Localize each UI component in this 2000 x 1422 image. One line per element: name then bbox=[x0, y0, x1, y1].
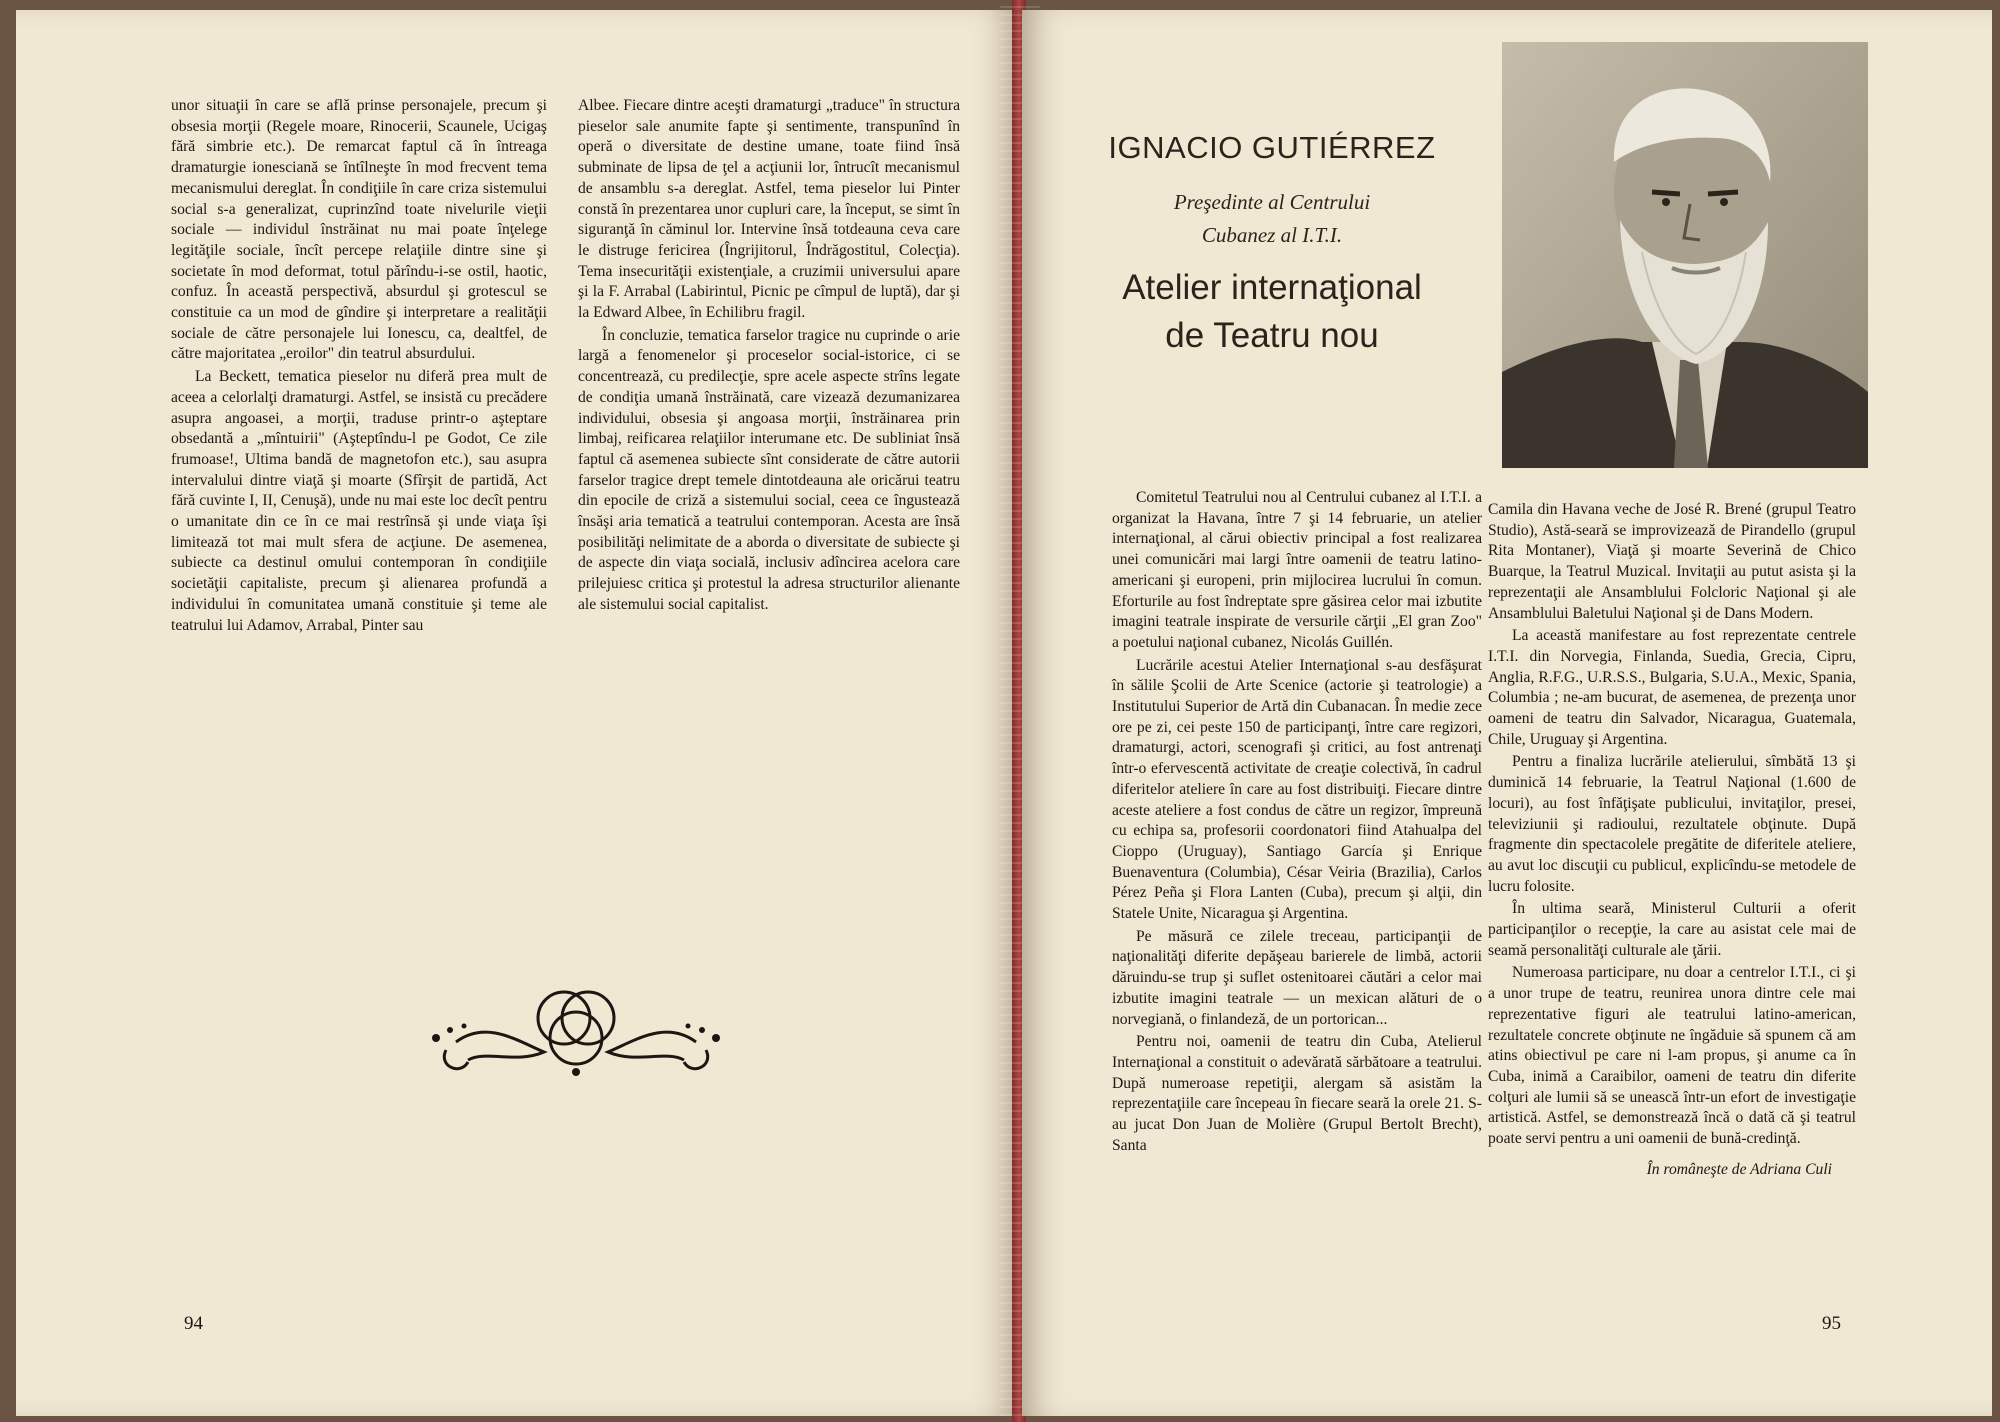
paragraph: Pe măsură ce zilele treceau, participanţii de naţionalităţi diferite depăşeau barierele de limbă, actorii dăruindu-se trup şi suflet ostenitoarei căutări a celor mai izbutite imagini teatrale — un mexican alături de o norvegiană, o finlandeză, de un portorican... bbox=[1112, 927, 1482, 1028]
article-header bbox=[1062, 130, 1482, 360]
page-number: 95 bbox=[1822, 1313, 1841, 1334]
left-column-1 bbox=[171, 96, 547, 636]
paragraph: Comitetul Teatrului nou al Centrului cubanez al I.T.I. a organizat la Havana, între 7 şi 14 februarie, un atelier internaţional, al cărui obiectiv principal a fost realizarea unei comunicări mai largi între oamenii de teatru latino-americani şi europeni, prin mijlocirea lucrului în comun. Eforturile au fost îndreptate spre găsirea celor mai izbutite imagini teatrale inspirate de versurile cărţii „El gran Zoo" a poetului naţional cubanez, Nicolás Guillén. bbox=[1112, 489, 1482, 651]
article-title bbox=[1062, 264, 1482, 360]
left-page bbox=[16, 10, 1016, 1416]
ornament-icon bbox=[416, 980, 736, 1090]
page-number: 94 bbox=[184, 1313, 203, 1334]
paragraph: Albee. Fiecare dintre aceşti dramaturgi „traduce" în structura pieselor sale anumite fapte şi sentimente, transpunînd în operă o diversitate de destine umane, toate fiind însă subminate de lipsa de ţel a acţiunii lor, întrucît mecanismul de ansamblu s-a dereglat. Astfel, tema pieselor lui Pinter constă în prezentarea unor cupluri care, la început, se simt în siguranţă în căminul lor. Intervine însă totdeauna ceva care le distruge fericirea (Îngrijitorul, Îndrăgostitul, Colecţia). Tema insecurităţii existenţiale, a cruzimii universului apare şi la F. Arrabal (Labirintul, Picnic pe cîmpul de luptă), dar şi la Edward Albee, în Echilibru fragil. bbox=[578, 97, 960, 322]
paragraph: În ultima seară, Ministerul Culturii a oferit participanţilor o recepţie, la care au asistat cele mai de seamă personalităţi culturale ale ţării. bbox=[1488, 900, 1856, 959]
right-column-2 bbox=[1488, 500, 1856, 1181]
right-column-1 bbox=[1112, 488, 1482, 1157]
paragraph: Camila din Havana veche de José R. Brené (grupul Teatro Studio), Astă-seară se improvizează de Pirandello (grupul Rita Montaner), Viaţă şi moarte Severină de Chico Buarque, la Teatrul Muzical. Invitaţii au putut asista şi la reprezentaţii ale Ansamblului Folcloric Naţional şi ale Ansamblului Baletului Naţional şi de Dans Modern. bbox=[1488, 501, 1856, 622]
translator-credit: În româneşte de Adriana Culi bbox=[1646, 1160, 1832, 1178]
paragraph: Pentru noi, oamenii de teatru din Cuba, Atelierul Internaţional a constituit o adevărată sărbătoare a teatrului. După numeroase repetiţii, alergam să asistăm la reprezentaţiile care începeau în fiecare seară la orele 21. S-au jucat Don Juan de Molière (Grupul Bertolt Brecht), Santa bbox=[1112, 1033, 1482, 1154]
author-role bbox=[1062, 186, 1482, 252]
author-name: IGNACIO GUTIÉRREZ bbox=[1108, 130, 1436, 165]
author-portrait-image bbox=[1502, 42, 1868, 468]
paragraph: Pentru a finaliza lucrările atelierului, sîmbătă 13 şi duminică 14 februarie, la Teatrul Naţional (1.600 de locuri), au fost înfăţişate publicului, invitaţilor, presei, televiziunii şi radioului, rezultatele obţinute. După fragmente din spectacolele pregătite de diferitele ateliere, au avut loc discuţii cu publicul, explicîndu-se metodele de lucru folosite. bbox=[1488, 753, 1856, 895]
title-line: de Teatru nou bbox=[1165, 316, 1379, 355]
paragraph: unor situaţii în care se află prinse personajele, precum şi obsesia morţii (Regele moare, Rinocerii, Scaunele, Ucigaş fără simbrie etc.). De remarcat faptul că în întreaga dramaturgie ionesciană se întîlneşte în mod frecvent tema mecanismului dereglat. În condiţiile în care criza sistemului social s-a generalizat, cuprinzînd toate nivelurile vieţii sociale — individul înstrăinat nu mai poate înţelege legităţile sociale, încît percepe relaţiile dintre sine şi societate în mod deformat, totul părîndu-i-se ostil, haotic, confuz. În această perspectivă, absurdul şi grotescul se constituie ca un mod de gîndire şi interpretare a realităţii sociale de către personajele lui Ionescu, ca, dealtfel, de către majoritatea „eroilor" din teatrul absurdului. bbox=[171, 97, 547, 363]
paragraph: Lucrările acestui Atelier Internaţional s-au desfăşurat în sălile Şcolii de Arte Scenice (actorie şi teatrologie) a Institutului Superior de Artă din Cubanacan. În medie zece ore pe zi, cei peste 150 de participanţi, între care regizori, dramaturgi, actori, scenografi şi critici, au fost antrenaţi într-o efervescentă activitate de creaţie colectivă, în cadrul diferitelor ateliere în care au fost distribuiţi. Fiecare dintre aceste ateliere a fost condus de către un regizor, împreună cu echipa sa, profesorii coordonatori fiind Atahualpa del Cioppo (Uruguay), Santiago García şi Enrique Buenaventura (Columbia), César Veiria (Brazilia), Carlos Pérez Peña şi Flora Lanten (Cuba), precum şi alţii, din Statele Unite, Nicaragua şi Argentina. bbox=[1112, 656, 1482, 923]
paragraph: La Beckett, tematica pieselor nu diferă prea mult de aceea a celorlalţi dramaturgi. Astfel, se insistă cu precădere asupra angoasei, a morţii, traduse printr-o aşteptare obsedantă a „mîntuirii" (Aşteptîndu-l pe Godot, Ce zile frumoase!, Ultima bandă de magnetofon etc.), sau asupra intervalului dintre viaţă şi moarte (Sfîrşit de partidă, Act fără cuvinte I, II, Cenuşă), unde nu mai este loc decît pentru o umanitate din ce în ce mai restrînsă şi unde viaţa îşi limitează tot mai mult sfera de acţiune. De asemenea, subiecte ca destinul omului contemporan în condiţiile societăţii capitaliste, precum şi alienarea profundă a individului în comunitatea umană constituie şi teme ale teatrului lui Adamov, Arrabal, Pinter sau bbox=[171, 368, 547, 634]
paragraph: În concluzie, tematica farselor tragice nu cuprinde o arie largă a fenomenelor şi proceselor social-istorice, ci se concentrează, cu predilecţie, spre acele aspecte strîns legate de condiţia umană înstrăinată, care vizează dezumanizarea individului, obsesia şi angoasa morţii, înstrăinarea prin limbaj, reificarea relaţiilor interumane etc. De subliniat însă faptul că asemenea subiecte sînt considerate de către autorii farselor tragice drept temele dintotdeauna ale oricărui teatru din epocile de criză a sistemului social, ceea ce îngustează însăşi aria tematică a teatrului contemporan. Acesta are însă posibilităţi nelimitate de a aborda o diversitate de subiecte şi de aspecte din viaţa socială, inclusiv adîncirea acelora care prilejuiesc critica şi protestul la adresa structurilor alienante ale sistemului social capitalist. bbox=[578, 326, 960, 613]
title-line: Atelier internaţional bbox=[1122, 268, 1422, 307]
right-page bbox=[1022, 10, 1992, 1416]
paragraph: La această manifestare au fost reprezentate centrele I.T.I. din Norvegia, Finlanda, Suedia, Grecia, Cipru, Anglia, R.F.G., U.R.S.S., Bulgaria, S.U.A., Mexic, Spania, Columbia ; ne-am bucurat, de asemenea, de prezenţa unor oameni de teatru din Salvador, Nicaragua, Guatemala, Chile, Uruguay şi Argentina. bbox=[1488, 627, 1856, 748]
paragraph: Numeroasa participare, nu doar a centrelor I.T.I., ci şi a unor trupe de teatru, reunirea unora dintre cele mai reprezentative figuri ale teatrului latino-american, rezultatele concrete obţinute ne îngăduie să spunem că am atins obiectivul pe care ni l-am propus, şi anume ca în Cuba, inimă a Caraibilor, oameni de teatru din diferite colţuri ale lumii să se unească într-un efort de investigaţie artistică. Astfel, se demonstrează încă o dată că şi teatrul poate servi pentru a uni oamenii de bună-credinţă. bbox=[1488, 964, 1856, 1148]
left-column-2 bbox=[578, 96, 960, 616]
role-line: Cubanez al I.T.I. bbox=[1201, 223, 1343, 247]
role-line: Preşedinte al Centrului bbox=[1173, 190, 1371, 214]
